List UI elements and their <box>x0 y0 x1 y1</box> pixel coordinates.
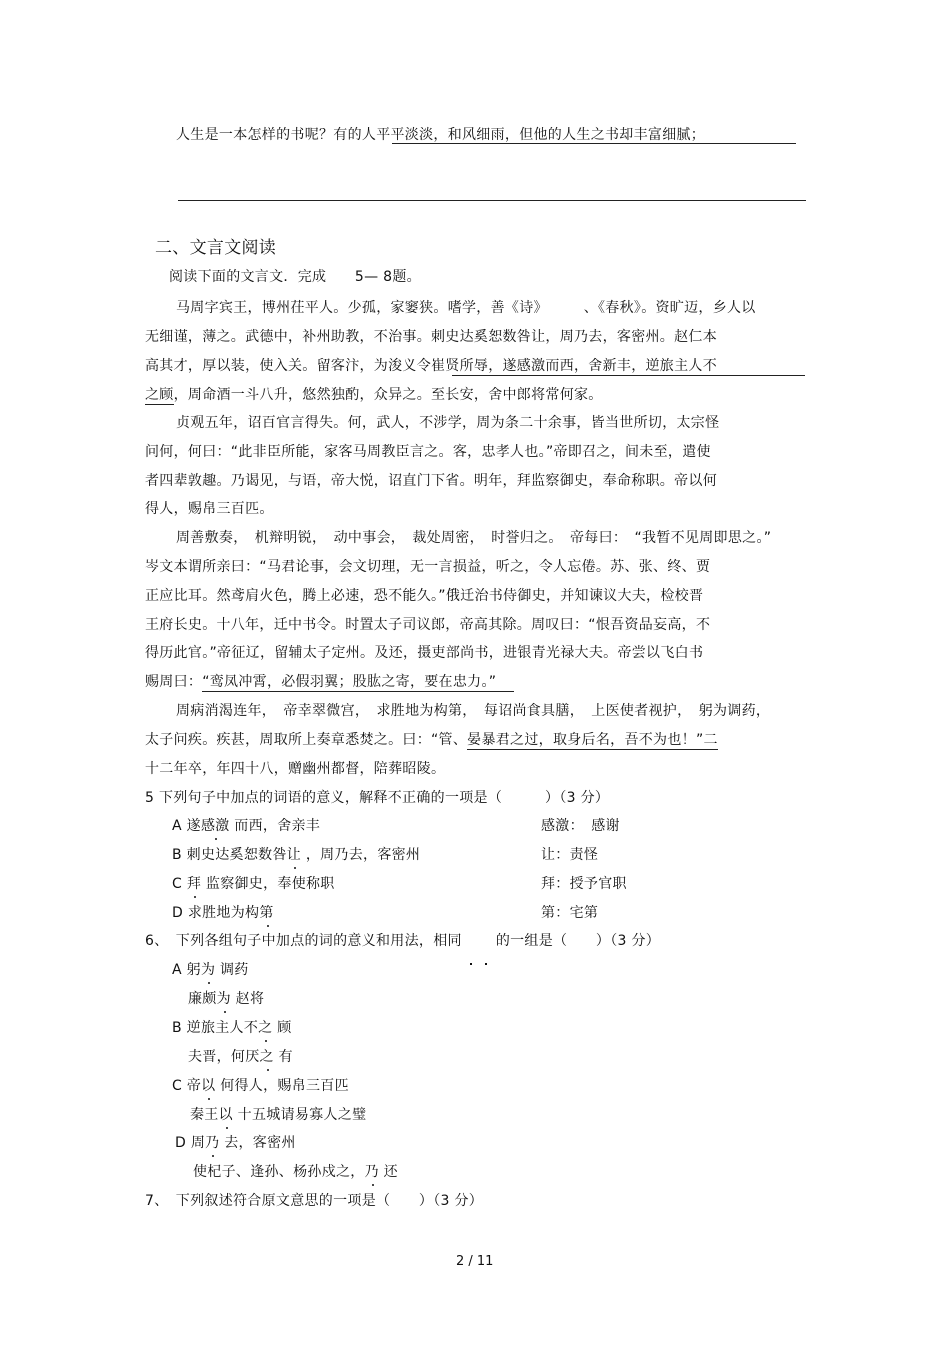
passage-line <box>145 731 718 749</box>
dotted-word: 拜 <box>186 876 202 892</box>
passage-line: 周善敷奏， 机辩明锐， 动中事会， 裁处周密， 时誉归之。 帝每曰： “我暂不见周即思之。” <box>176 530 772 546</box>
q6-option-a-compare <box>188 990 264 1008</box>
q5-option-c <box>172 875 335 893</box>
passage-line: 十二年卒，年四十八，赠幽州都督，陪葬昭陵。 <box>145 761 446 777</box>
option-text: 顾 <box>272 1020 292 1036</box>
option-text: 监察御史，奉使称职 <box>201 876 335 892</box>
dotted-word: 之 <box>259 1049 274 1065</box>
passage-line: 贞观五年，诏百官言得失。何，武人，不涉学，周为条二十余事，皆当世所切，太宗怪 <box>176 415 720 431</box>
answer-rule-1 <box>392 143 796 144</box>
option-text: 赵将 <box>230 991 265 1007</box>
dotted-word: 乃 <box>364 1164 379 1180</box>
dotted-word: 让 <box>286 847 302 863</box>
q4-line: 人生是一本怎样的书呢？有的人平平淡淡，和风细雨，但他的人生之书却丰富细腻； <box>176 127 706 143</box>
option-text: 去，客密州 <box>219 1135 296 1151</box>
passage-line: 高其才，厚以装，使入关。留客汴，为浚义令崔贤所辱，遂感激而西，舍新丰，逆旅主人不 <box>145 358 717 374</box>
stem-text: 6、 下列各组句子中加点的词的意义和用法，相同 <box>145 933 462 949</box>
q6-option-a <box>172 961 249 979</box>
option-text: 还 <box>378 1164 398 1180</box>
option-text: D 周 <box>175 1135 206 1151</box>
option-text: 调药 <box>215 962 249 978</box>
dotted-word: 以 <box>218 1107 233 1123</box>
q5-option-a <box>172 817 320 835</box>
dotted-word: 为 <box>216 991 231 1007</box>
dotted-word: 乃 <box>205 1135 220 1151</box>
option-text: B 刺史达奚恕数咎 <box>172 847 287 863</box>
option-text: 有 <box>273 1049 293 1065</box>
q6-option-b-compare <box>188 1048 293 1066</box>
dotted-word: 之 <box>258 1020 273 1036</box>
q7-stem: 7、 下列叙述符合原文意思的一项是（ ）（3 分） <box>145 1193 484 1209</box>
passage-text: ，周命酒一斗八升，悠然独酌，众异之。至长安，舍中郎将常何家。 <box>173 387 603 403</box>
underline-passage-l3 <box>452 375 805 376</box>
answer-rule-2 <box>178 200 806 201</box>
q5-option-b-explanation: 让：责怪 <box>541 847 599 863</box>
passage-line: 问何，何曰：“此非臣所能，家客马周教臣言之。客，忠孝人也。”帝即召之，间未至，遣使 <box>145 444 711 460</box>
q5-option-d <box>172 904 274 922</box>
passage-line: 岑文本谓所亲曰：“马君论事，会文切理，无一言损益，听之，令人忘倦。苏、张、终、贾 <box>145 559 711 575</box>
passage-line: 周病消渴连年， 帝幸翠微宫， 求胜地为构第， 每诏尚食具膳， 上医使者视护， 躬为调药， <box>176 703 771 719</box>
option-text: 使杞子、逢孙、杨孙戍之， <box>193 1164 365 1180</box>
underlined-text: 之顾 <box>145 387 174 403</box>
option-text: A 遂 <box>172 818 201 834</box>
q6-option-c <box>172 1077 349 1095</box>
option-text: 何得人，赐帛三百匹 <box>215 1078 349 1094</box>
option-text: C <box>172 876 187 892</box>
option-text: D 求胜地为构 <box>172 905 260 921</box>
option-text: 十五城请易寡人之璧 <box>232 1107 367 1123</box>
q6-option-c-compare <box>190 1106 366 1124</box>
q5-option-b <box>172 846 420 864</box>
option-text: C 帝 <box>172 1078 202 1094</box>
q6-option-b <box>172 1019 292 1037</box>
passage-line: 得历此官。”帝征辽，留辅太子定州。及还，摄吏部尚书，进银青光禄大夫。帝尝以飞白书 <box>145 645 704 661</box>
option-text: 秦王 <box>190 1107 219 1123</box>
q6-option-d-compare <box>193 1163 398 1181</box>
passage-line <box>145 386 603 404</box>
passage-line: 王府长史。十八年，迁中书令。时置太子司议郎，帝高其除。周叹曰：“恨吾资品妄高，不 <box>145 617 711 633</box>
dotted-word: 为 <box>200 962 216 978</box>
section-instruction: 阅读下面的文言文．完成 5— 8题。 <box>169 269 421 285</box>
dotted-word: 第 <box>259 905 274 921</box>
section-heading: 二、文言文阅读 <box>155 238 277 258</box>
q5-stem: 5 下列句子中加点的词语的意义，解释不正确的一项是（ ）（3 分） <box>145 790 610 806</box>
option-text: B 逆旅主人不 <box>172 1020 259 1036</box>
stem-text: 的一组是（ ）（3 分） <box>495 933 661 949</box>
passage-line <box>145 673 514 691</box>
option-text: ，周乃去，客密州 <box>301 847 421 863</box>
passage-line: 马周字宾王，博州茌平人。少孤，家窭狭。嗜学，善《诗》 、《春秋》。资旷迈，乡人以 <box>176 300 756 316</box>
page-number: 2 / 11 <box>456 1254 494 1269</box>
dotted-word: 以 <box>201 1078 216 1094</box>
underlined-text: 晏暴君之过，取身后名，吾不为也！”二 <box>467 732 718 748</box>
q6-stem <box>145 932 660 950</box>
passage-line: 无细谨，薄之。武德中，补州助教，不治事。刺史达奚恕数咎让，周乃去，客密州。赵仁本 <box>145 329 717 345</box>
passage-text: 太子问疾。疾甚，周取所上奏章悉焚之。曰：“管、 <box>145 732 468 748</box>
passage-line: 正应比耳。然鸢肩火色，腾上必速，恐不能久。”俄迁治书侍御史，并知谏议大夫，检校晋 <box>145 588 704 604</box>
q5-option-c-explanation: 拜：授予官职 <box>541 876 627 892</box>
q6-option-d <box>175 1134 296 1152</box>
option-text: A 躬 <box>172 962 201 978</box>
underlined-text: “鸾凤冲霄，必假羽翼；股肱之寄，要在忠力。” <box>202 674 514 692</box>
option-text: 而西，舍亲丰 <box>229 818 321 834</box>
option-text: 夫晋，何厌 <box>188 1049 260 1065</box>
passage-line: 者四辈敦趣。乃谒见，与语，帝大悦，诏直门下省。明年，拜监察御史，奉命称职。帝以何 <box>145 473 717 489</box>
q5-option-d-explanation: 第：宅第 <box>541 905 599 921</box>
passage-text: 赐周曰： <box>145 674 203 690</box>
dotted-word: 感激 <box>200 818 230 834</box>
passage-line: 得人，赐帛三百匹。 <box>145 501 274 517</box>
q5-option-a-explanation: 感激： 感谢 <box>541 818 620 834</box>
option-text: 廉颇 <box>188 991 217 1007</box>
